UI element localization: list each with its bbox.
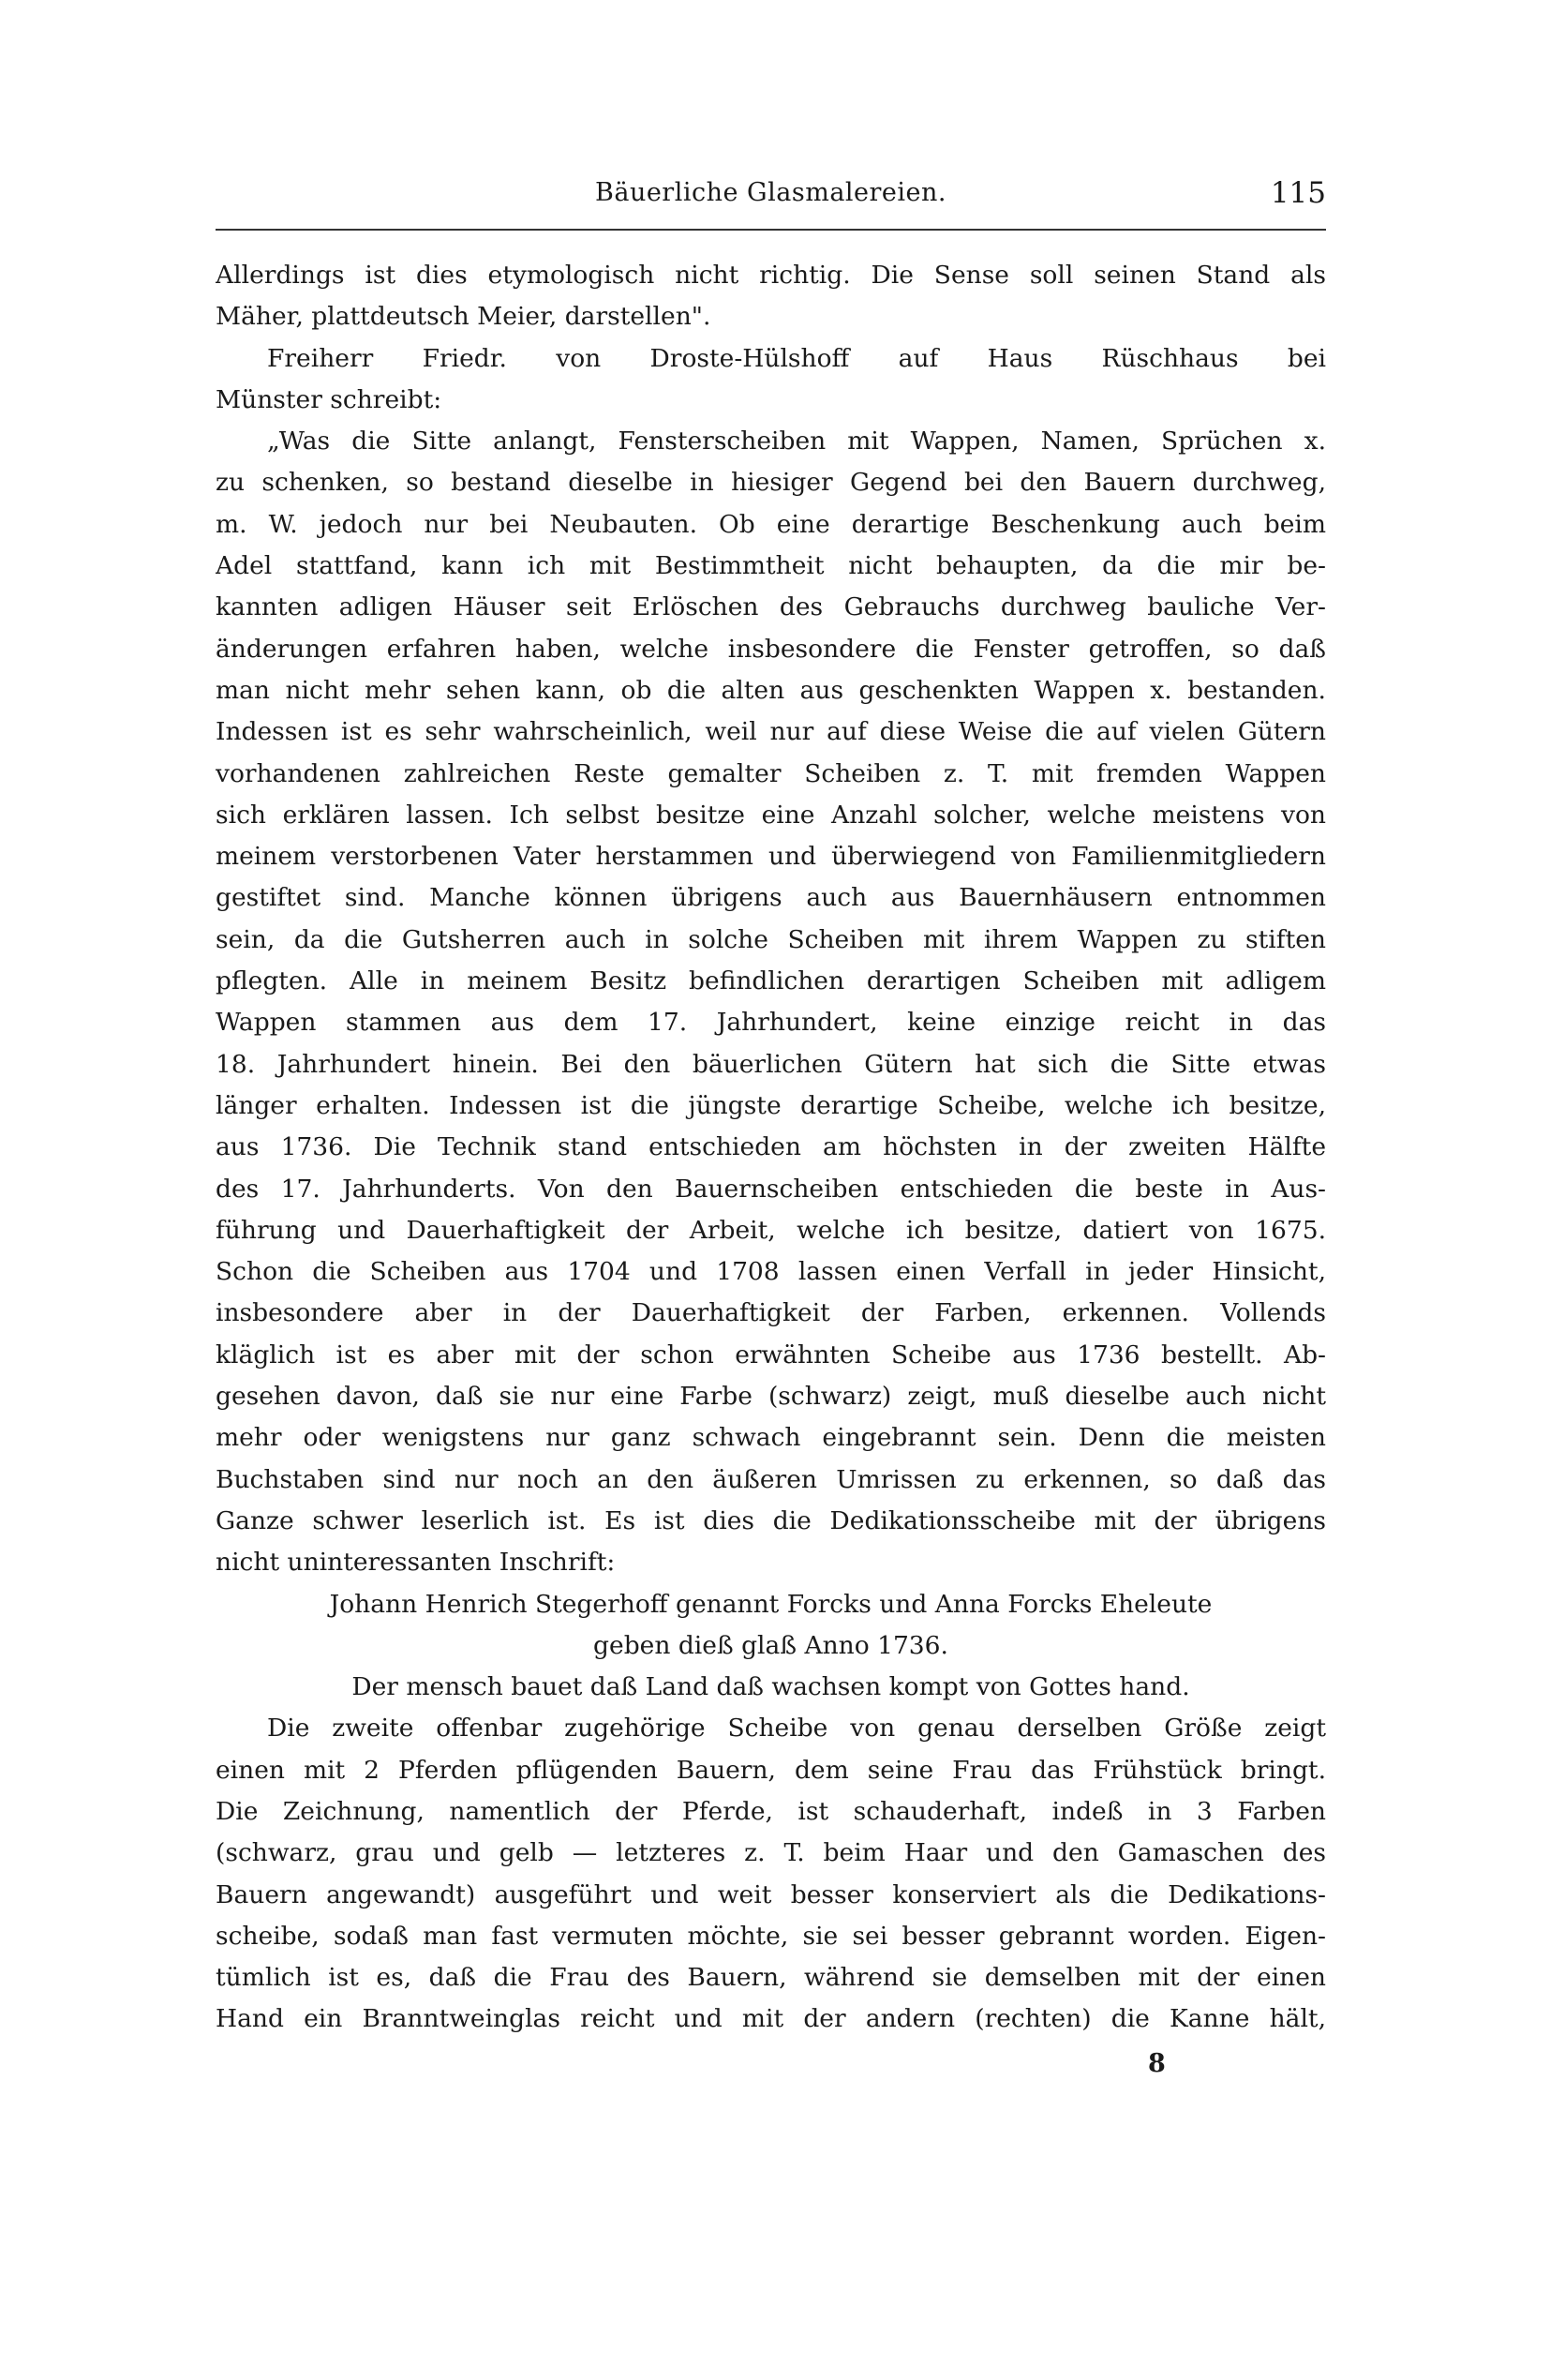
text-line: einen mit 2 Pferden pflügenden Bauern, dem seine Frau das Frühstück bringt. — [216, 1755, 1326, 1785]
text-line: pflegten. Alle in meinem Besitz befindlichen derartigen Scheiben mit adligem — [216, 966, 1326, 996]
body-text — [216, 255, 1326, 2041]
text-line: aus 1736. Die Technik stand entschieden am höchsten in der zweiten Hälfte — [216, 1132, 1326, 1162]
text-line: Hand ein Branntweinglas reicht und mit der andern (rechten) die Kanne hält, — [216, 2004, 1326, 2034]
header-rule — [216, 229, 1326, 231]
text-line: gesehen davon, daß sie nur eine Farbe (schwarz) zeigt, muß dieselbe auch nicht — [216, 1382, 1326, 1412]
text-line: sein, da die Gutsherren auch in solche Scheiben mit ihrem Wappen zu stiften — [216, 924, 1326, 954]
text-line: scheibe, sodaß man fast vermuten möchte, sie sei besser gebrannt worden. Eigen- — [216, 1921, 1326, 1951]
text-line: Wappen stammen aus dem 17. Jahrhundert, keine einzige reicht in das — [216, 1008, 1326, 1038]
text-line: kläglich ist es aber mit der schon erwähnten Scheibe aus 1736 bestellt. Ab- — [216, 1340, 1326, 1370]
page-number: 115 — [1270, 176, 1326, 210]
text-line: änderungen erfahren haben, welche insbesondere die Fenster getroffen, so daß — [216, 634, 1326, 664]
text-line: Die Zeichnung, namentlich der Pferde, ist schauderhaft, indeß in 3 Farben — [216, 1796, 1326, 1826]
text-line: tümlich ist es, daß die Frau des Bauern, während sie demselben mit der einen — [216, 1963, 1326, 1993]
running-title: Bäuerliche Glasmalereien. — [595, 178, 946, 207]
text-line: Ganze schwer leserlich ist. Es ist dies die Dedikationsscheibe mit der übrigens — [216, 1505, 1326, 1535]
inscription-line: Johann Henrich Stegerhoff genannt Forcks und Anna Forcks Eheleute — [329, 1589, 1213, 1619]
text-line: Die zweite offenbar zugehörige Scheibe von genau derselben Größe zeigt — [267, 1714, 1326, 1744]
inscription-line: Der mensch bauet daß Land daß wachsen kompt von Gottes hand. — [351, 1672, 1190, 1702]
text-line: Bauern angewandt) ausgeführt und weit besser konserviert als die Dedikations- — [216, 1879, 1326, 1909]
text-line: vorhandenen zahlreichen Reste gemalter Scheiben z. T. mit fremden Wappen — [216, 758, 1326, 788]
running-header — [216, 178, 1326, 227]
text-line: m. W. jedoch nur bei Neubauten. Ob eine derartige Beschenkung auch beim — [216, 509, 1326, 539]
text-line: führung und Dauerhaftigkeit der Arbeit, welche ich besitze, datiert von 1675. — [216, 1215, 1326, 1245]
text-line: Adel stattfand, kann ich mit Bestimmtheit nicht behaupten, da die mir be- — [216, 551, 1326, 581]
text-line: sich erklären lassen. Ich selbst besitze eine Anzahl solcher, welche meistens von — [216, 800, 1326, 830]
inscription-line: geben dieß glaß Anno 1736. — [593, 1630, 948, 1660]
text-line: meinem verstorbenen Vater herstammen und überwiegend von Familienmitgliedern — [216, 842, 1326, 872]
text-line: (schwarz, grau und gelb — letzteres z. T. beim Haar und den Gamaschen des — [216, 1838, 1326, 1868]
text-line: mehr oder wenigstens nur ganz schwach eingebrannt sein. Denn die meisten — [216, 1423, 1326, 1453]
text-line: länger erhalten. Indessen ist die jüngste derartige Scheibe, welche ich besitze, — [216, 1090, 1326, 1120]
text-line: Schon die Scheiben aus 1704 und 1708 lassen einen Verfall in jeder Hinsicht, — [216, 1257, 1326, 1287]
text-line: nicht uninteressanten Inschrift: — [216, 1548, 616, 1578]
text-line: Freiherr Friedr. von Droste-Hülshoff auf Haus Rüschhaus bei — [267, 343, 1326, 373]
text-line: „Was die Sitte anlangt, Fensterscheiben mit Wappen, Namen, Sprüchen x. — [267, 427, 1326, 457]
text-line: Mäher, plattdeutsch Meier, darstellen". — [216, 302, 711, 332]
text-line: Allerdings ist dies etymologisch nicht richtig. Die Sense soll seinen Stand als — [216, 261, 1326, 290]
text-line: man nicht mehr sehen kann, ob die alten aus geschenkten Wappen x. bestanden. — [216, 675, 1326, 705]
text-line: Münster schreibt: — [216, 384, 442, 414]
text-line: Indessen ist es sehr wahrscheinlich, weil nur auf diese Weise die auf vielen Gütern — [216, 717, 1326, 747]
text-line: insbesondere aber in der Dauerhaftigkeit der Farben, erkennen. Vollends — [216, 1298, 1326, 1328]
text-line: kannten adligen Häuser seit Erlöschen des Gebrauchs durchweg bauliche Ver- — [216, 592, 1326, 622]
signature-mark: 8 — [1148, 2049, 1166, 2078]
text-line: gestiftet sind. Manche können übrigens auch aus Bauernhäusern entnommen — [216, 883, 1326, 913]
text-line: 18. Jahrhundert hinein. Bei den bäuerlichen Gütern hat sich die Sitte etwas — [216, 1049, 1326, 1079]
text-line: zu schenken, so bestand dieselbe in hiesiger Gegend bei den Bauern durchweg, — [216, 468, 1326, 498]
text-line: Buchstaben sind nur noch an den äußeren Umrissen zu erkennen, so daß das — [216, 1464, 1326, 1494]
text-line: des 17. Jahrhunderts. Von den Bauernscheiben entschieden die beste in Aus- — [216, 1174, 1326, 1204]
